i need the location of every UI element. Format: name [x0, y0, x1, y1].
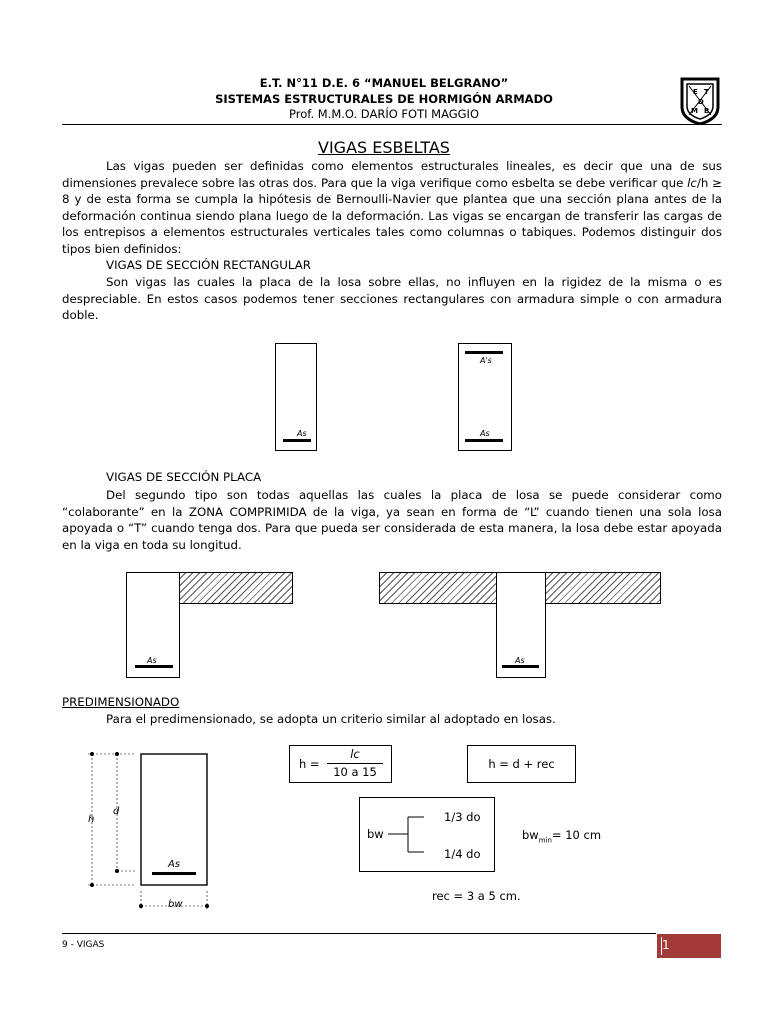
course-title: SISTEMAS ESTRUCTURALES DE HORMIGÓN ARMADO [215, 92, 553, 106]
formula-h-fraction-line [327, 763, 383, 764]
t-section-rebar [502, 665, 539, 668]
footer-label: 9 - VIGAS [62, 940, 105, 950]
bw-min-text: $bw_{min}= 10$ cm [522, 828, 602, 845]
l-section-rebar [135, 665, 173, 668]
l-section-as-label: As [147, 656, 157, 665]
rect-heading: VIGAS DE SECCIÓN RECTANGULAR [106, 258, 311, 272]
formula-h-denominator: 10 a 15 [333, 765, 377, 779]
page-number: 1 [662, 938, 670, 952]
formula-d-text: h = d + rec [488, 757, 555, 771]
rect-double-as-prime-label: A's [480, 356, 492, 365]
logo-letter-m: M [691, 107, 698, 115]
rect-double-as-label: As [480, 429, 490, 438]
formula-h-lhs: h = [299, 757, 320, 771]
rect-double-bottom-rebar [465, 439, 503, 442]
rect-double-top-rebar [465, 351, 503, 354]
logo-letter-t: T [704, 88, 709, 96]
logo-letter-b: B [704, 107, 710, 115]
rect-section-simple [275, 343, 317, 451]
t-section-as-label: As [515, 656, 525, 665]
dim-bw-label: bw [168, 899, 183, 910]
dim-h-label: h [88, 814, 95, 825]
bw-option-1: 1/3 do [444, 810, 481, 824]
dim-as-label: As [168, 859, 181, 870]
professor-name: Prof. M.M.O. DARÍO FOTI MAGGIO [288, 107, 480, 121]
page-title: VIGAS ESBELTAS [318, 138, 450, 157]
rect-paragraph: Son vigas las cuales la placa de la losa sobre ellas, no influyen en la rigidez de la misma o es despreciable. En estos casos podemos tener secciones rectangulares con armadura simple o con armadura doble. [62, 275, 722, 323]
placa-paragraph: Del segundo tipo son todas aquellas las cuales la placa de losa se puede considerar como “colaborante” en la ZONA COMPRIMIDA de la viga, ya sean en forma de “L” cuando tienen una sola losa apoyada o “T” cuando tenga dos. Para que pueda ser considerada de esta manera, la losa debe estar apoyada en la viga en toda su longitud. [62, 488, 722, 552]
formula-h-numerator: lc [350, 747, 360, 761]
page-number-box [657, 934, 721, 958]
intro-paragraph: Las vigas pueden ser definidas como elementos estructurales lineales, es decir que una de sus dimensiones prevalece sobre las otras dos. Para que la viga verifique como esbelta se debe verificar que lc/h ≥ 8 y de esta forma se cumpla la hipótesis de Bernoulli-Navier que plantea que una sección plana antes de la deformación continua siendo plana luego de la deformación. Las vigas se encargan de transferir las cargas de los entrepisos a elementos estructurales verticales tales como columnas o tabiques. Podemos distinguir dos tipos bien definidos: [62, 159, 723, 256]
predim-diagram [80, 746, 230, 916]
t-section-slab-right [545, 572, 661, 604]
rect-simple-as-label: As [297, 429, 307, 438]
footer-rule [62, 933, 656, 934]
rec-text: rec = 3 a 5 cm. [432, 889, 521, 903]
logo-letter-e: E [693, 88, 698, 96]
l-section-slab [178, 572, 293, 604]
school-logo [680, 77, 720, 125]
t-section-slab-left [379, 572, 498, 604]
rect-simple-rebar [283, 439, 311, 442]
placa-heading: VIGAS DE SECCIÓN PLACA [106, 470, 262, 484]
bw-box-label: bw [367, 827, 384, 841]
header-rule [62, 124, 722, 125]
predim-paragraph: Para el predimensionado, se adopta un criterio similar al adoptado en losas. [106, 712, 556, 726]
school-name: E.T. N°11 D.E. 6 “MANUEL BELGRANO” [259, 76, 509, 90]
logo-letter-d: D [698, 98, 704, 106]
bw-brace [388, 797, 448, 870]
dim-d-label: d [113, 806, 120, 817]
bw-option-2: 1/4 do [444, 847, 481, 861]
predim-heading: PREDIMENSIONADO [62, 695, 180, 709]
